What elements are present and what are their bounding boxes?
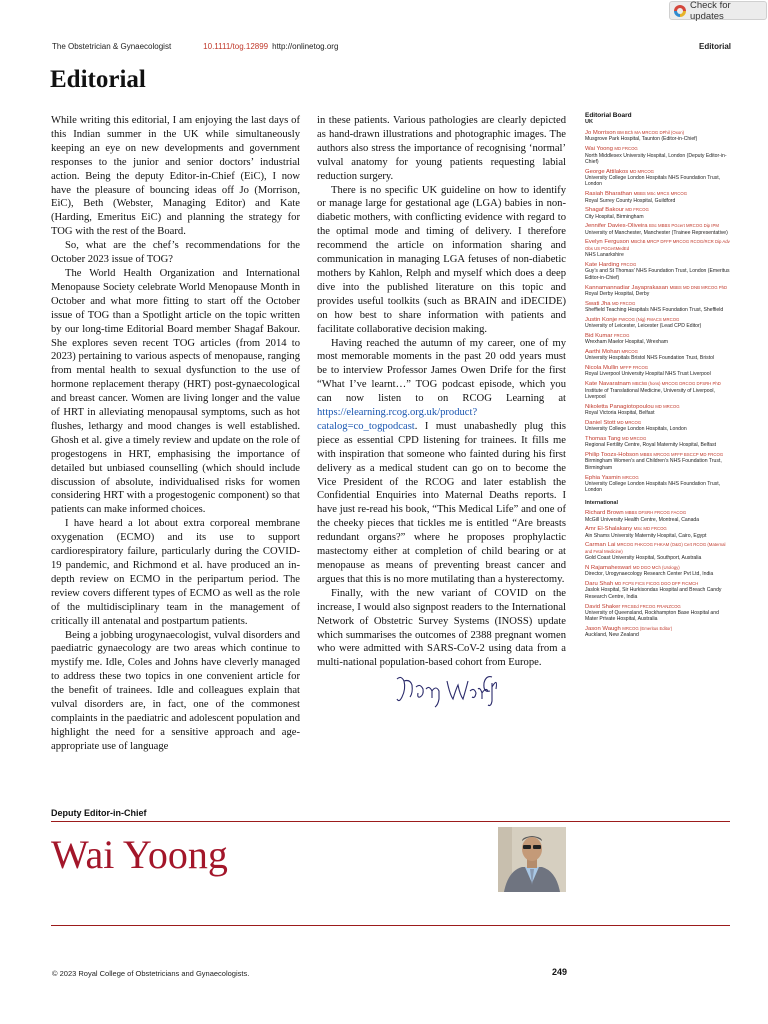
crossmark-icon (674, 5, 686, 17)
board-member-qualifications: MD MRCOG (629, 168, 655, 174)
board-member (585, 626, 731, 639)
board-member-affiliation: Musgrove Park Hospital, Taunton (Editor-in-Chief) (585, 136, 698, 143)
board-member (585, 526, 731, 539)
paragraph: There is no specific UK guideline on how to identify or manage large for gestational age (LGA) babies in non-diabetic mothers, with conflicting evidence with regard to the optimal mode and timing of delivery. I therefore recommend the article on information sharing and communication in managing LGA fetuses of non-diabetic mothers by Kahlon, Relph and myself which does a deep dive into the published literature on this topic and provides useful toolkits (such as BRAIN and iDECIDE) on how best to share information with patients and facilitate collaborative decision making. (317, 184, 566, 335)
board-member (585, 510, 731, 523)
board-member-name: Daru Shah (585, 580, 614, 587)
board-member-name: Thomas Tang (585, 435, 621, 442)
board-member-affiliation: University Hospitals Bristol NHS Foundation Trust, Bristol (585, 355, 715, 362)
board-member-affiliation: Royal Liverpool University Hospital NHS Trust Liverpool (585, 371, 711, 378)
board-heading: Editorial Board (585, 112, 632, 119)
board-member-qualifications: MRCOG FHKCOG FHKAM (O&G) Cert RCOG (Maternal and Fetal Medicine) (585, 542, 726, 554)
board-member-name: Bid Kumar (585, 332, 613, 339)
author-photo (498, 827, 566, 892)
board-member-affiliation: University of Manchester, Manchester (Trainee Representative) (585, 229, 728, 236)
board-member (585, 475, 731, 494)
board-member-header (585, 223, 731, 229)
board-member-qualifications: MBBS MD DNB MRCOG PhD (669, 284, 728, 290)
board-member (585, 285, 731, 298)
board-member (585, 565, 731, 578)
board-member-affiliation: Royal Victoria Hospital, Belfast (585, 410, 655, 417)
board-member-name: Nikoletta Panagiotopoulou (585, 403, 654, 410)
paragraph: Finally, with the new variant of COVID on the increase, I would also signpost readers to the International Network of Obstetric Survey Systems (INOSS) update which summarises the outcomes of 2388 pregnant women who were admitted with SARS-CoV-2 using data from a multi-national population-based cohort from Europe. (317, 587, 566, 669)
board-member-name: Swati Jha (585, 300, 611, 307)
board-member-name: Jo Morrison (585, 130, 616, 136)
board-member-name: Justin Konje (585, 316, 618, 323)
paragraph: So, what are the chef’s recommendations for the October 2023 issue of TOG? (51, 240, 300, 266)
board-member-affiliation: Royal Derby Hospital, Derby (585, 290, 650, 297)
board-member-name: Aarthi Mohan (585, 348, 621, 355)
board-member-qualifications: MD DGO MCh (Urology) (632, 564, 680, 570)
divider (51, 821, 730, 822)
board-member-name: Richard Brown (585, 510, 624, 517)
paragraph: I have heard a lot about extra corporeal membrane oxygenation (ECMO) and its use to support cardiorespiratory failure, particularly during the COVID-19 pandemic, and Richmond et al. have produced an in-depth review on ECMO in the peripartum period. The review covers different types of ECMO as well as the role of the multidisciplinary team in the management of critically ill antenatal and postpartum patients. (51, 518, 300, 627)
board-member-affiliation: Guy’s and St Thomas’ NHS Foundation Trust, London (Emeritus Editor-in-Chief) (585, 268, 730, 281)
board-member (585, 130, 731, 143)
board-member-affiliation: Jaslok Hospital, Sir Hurkisondas Hospital and Breach Candy Research Centre, India (585, 587, 722, 600)
board-member-affiliation: City Hospital, Birmingham (585, 213, 644, 220)
board-member-header (585, 239, 731, 252)
board-member-name: Wai Yoong (585, 146, 613, 153)
board-member-affiliation: University College London Hospitals, London (585, 426, 687, 433)
board-member-name: Rasiah Bharathan (585, 191, 633, 198)
board-member-qualifications: FRCSEd FRCOG FRANZCOG (621, 603, 681, 609)
journal-site-link[interactable]: http://onlinetog.org (272, 42, 339, 51)
board-member (585, 301, 731, 314)
board-member-affiliation: Gold Coast University Hospital, Southport, Australia (585, 555, 702, 562)
paragraph-text: . I must unabashedly plug this piece as essential CPD listening for trainees. It fills me with inspiration that someone who fainted during his first delivery as a medical student can go on to become the Vice President of the RCOG and later establish the Confidential Enquiries into Maternal Deaths reports. I have just re-read his book, “This Medical Life” and one of the cheeky pieces that tickles me is entitled “Are breasts redundant organs?” where he proposes prophylactic mastectomy either at completion of child bearing or at menopause as means of preventing breast cancer and argues that this is no more mutilating than a hysterectomy. (317, 420, 566, 585)
board-member (585, 146, 731, 165)
board-member-qualifications: MBChB MRCP DFFP MRCOG RCOG/RCR Dip Adv Obs US PGCertMedEd (585, 239, 730, 251)
board-member (585, 239, 731, 258)
board-member-name: Daniel Stott (585, 419, 616, 426)
journal-name: The Obstetrician & Gynaecologist (52, 42, 172, 51)
board-member-affiliation: Ain Shams University Maternity Hospital, Cairo, Egypt (585, 532, 707, 539)
international-board-list (585, 510, 731, 639)
uk-board-list (585, 130, 731, 494)
board-member-qualifications: FWCOG (Nig) FMACS MRCOG (618, 316, 680, 322)
body-column-1 (51, 114, 300, 754)
board-member-qualifications: MD FRCOG (625, 207, 649, 213)
copyright-notice: © 2023 Royal College of Obstetricians and Gynaecologists. (52, 969, 250, 978)
doi-link[interactable]: 10.1111/tog.12899 (203, 42, 269, 51)
board-member-qualifications: FRCOG (620, 261, 637, 267)
board-member (585, 223, 731, 236)
board-member (585, 333, 731, 346)
board-member-affiliation: University College London Hospitals NHS Foundation Trust, London (585, 175, 721, 188)
board-member-name: Shagaf Bakour (585, 207, 624, 214)
board-member-name: Kate Navaratnam (585, 381, 631, 388)
board-member (585, 420, 731, 433)
board-member-qualifications: MBBS MSc MRCS MRCOG (633, 191, 688, 197)
board-member-qualifications: MD MRCOG (655, 403, 680, 409)
board-member (585, 207, 731, 220)
board-member (585, 349, 731, 362)
board-member-name: Amr El-Shalakany (585, 526, 633, 533)
board-member (585, 262, 731, 281)
board-member-qualifications: MD MRCOG (616, 419, 642, 425)
board-member-qualifications: MBChB (hons) MRCOG DRCOG DFSRH PhD (632, 381, 721, 387)
board-member-header (585, 285, 731, 291)
board-member-affiliation: Sheffield Teaching Hospitals NHS Foundation Trust, Sheffield (585, 307, 724, 314)
board-uk-label: UK (585, 119, 593, 125)
board-member (585, 581, 731, 600)
paragraph: in these patients. Various pathologies are clearly depicted as hand-drawn illustrations and photographic images. The authors also stress the importance of recognising ‘normal’ vulval anatomy for young patients requesting labial reduction surgery. (317, 115, 566, 182)
board-member-header (585, 381, 731, 387)
paragraph: Being a jobbing urogynaecologist, vulval disorders and paediatric gynaecology are two areas which continue to mystify me. Idle, Coles and Johns have cleverly managed to address these two topics in one convenient article for the benefit of trainees. Idle and colleagues explain that vulval disorders are, in fact, one of the commonest complaints in the paediatric and adolescent population and highlight the need for a sensitive approach and age-appropriate use of language (51, 629, 300, 752)
board-member-name: Jason Waugh (585, 626, 621, 633)
board-member-affiliation: University of Leicester, Leicester (Lead CPD Editor) (585, 323, 702, 330)
board-member-affiliation: Institute of Translational Medicine, University of Liverpool, Liverpool (585, 387, 715, 400)
board-member-affiliation: Regional Fertility Centre, Royal Maternity Hospital, Belfast (585, 442, 717, 449)
deputy-editor-name: Wai Yoong (51, 832, 228, 877)
board-member-affiliation: Auckland, New Zealand (585, 632, 639, 639)
board-member-name: David Shaker (585, 603, 621, 610)
board-member-name: Kate Harding (585, 261, 620, 268)
board-member-name: Evelyn Ferguson (585, 239, 630, 246)
board-member (585, 542, 731, 561)
board-member-affiliation: Director, Urogynaecology Research Center Pvt Ltd, India (585, 571, 714, 578)
board-member-name: George Attilakos (585, 168, 629, 175)
board-international-label: International (585, 499, 619, 506)
board-member-qualifications: MBBS MRCOG MFFP BSCCP MD FRCOG (640, 452, 724, 457)
board-member-name: Carman Lai (585, 542, 616, 549)
board-member-qualifications: MFFP FRCOG (619, 365, 649, 371)
board-member-affiliation: North Middlesex University Hospital, London (Deputy Editor-in-Chief) (585, 152, 727, 165)
author-portrait-image (498, 827, 566, 892)
page-number: 249 (552, 967, 568, 977)
board-member-affiliation: Wrexham Maelor Hospital, Wrexham (585, 339, 669, 346)
board-member-name: Jennifer Davies-Oliveira (585, 223, 648, 230)
board-member (585, 436, 731, 449)
board-member-qualifications: MSc MD FRCOG (633, 526, 667, 532)
paragraph-text: Having reached the autumn of my career, one of my most memorable moments in the past 20 odd years must be to interview Professor James Owen Drife for the first “What I’ve learnt…” TOG podcast episode, which you can now listen to on RCOG Learning at (317, 337, 566, 405)
board-member (585, 365, 731, 378)
page-title: Editorial (50, 66, 146, 93)
board-member (585, 452, 731, 471)
board-member-affiliation: Birmingham Women’s and Children’s NHS Foundation Trust, Birmingham (585, 458, 722, 471)
board-member-qualifications: MD FCPS FICS FICOG DGO DFP FICMCH (614, 580, 699, 586)
paragraph: The World Health Organization and International Menopause Society celebrate World Menopause Month in October and what more fitting to start off the October issue of TOG than a Spotlight article on the topic written by our long-time Editorial Board member Shagaf Bakour. She explores seven recent TOG articles (from 2014 to 2023) pertaining to various aspects of menopause, ranging from mental health to sexual dysfunction to the use of hormone replacement therapy (HRT) post-gynaecological and breast cancer. Women are living longer and the value of HRT in alleviating menopausal symptoms, such as hot flushes, lethargy and mood changes is well established. Ghosh et al. give a timely review and update on the role of progestogens in HRT, emphasising the importance of detailed but unbiased counselling (which should include discussion of absolute, individualised risks for women considering HRT with a progestogenic component) so that patients can make informed choices. (51, 267, 300, 516)
board-member (585, 191, 731, 204)
body-column-2 (317, 114, 566, 670)
board-member (585, 317, 731, 330)
board-member-affiliation: McGill University Health Centre, Montreal, Canada (585, 516, 700, 523)
board-member-qualifications: MD MRCOG (622, 435, 647, 441)
board-member-qualifications: BSc MBBS PGcert MRCOG Dip IPM (648, 223, 719, 229)
check-for-updates-button[interactable] (669, 1, 767, 20)
board-member-name: Nicola Mullin (585, 365, 619, 372)
board-member-name: Ephia Yasmin (585, 474, 621, 481)
board-member-name: Philip Toozs-Hobson (585, 452, 639, 458)
board-member-name: N Rajamaheswari (585, 564, 632, 571)
board-member-qualifications: MRCOG (Emeritus Editor) (622, 626, 673, 632)
editorial-board-panel (585, 112, 731, 642)
board-member-qualifications: FRCOG (613, 332, 630, 338)
board-member-affiliation: NHS Lanarkshire (585, 252, 624, 259)
board-member-name: Kannamannadiar Jayaprakasan (585, 284, 669, 291)
board-member (585, 604, 731, 623)
board-member-qualifications: MD FRCOG (614, 146, 638, 152)
board-member-qualifications: MRCOG (621, 348, 638, 354)
signature-image (392, 667, 502, 709)
board-member (585, 169, 731, 188)
board-member (585, 404, 731, 417)
deputy-editor-label: Deputy Editor-in-Chief (51, 808, 147, 818)
check-for-updates-label: Check for updates (690, 0, 731, 22)
running-head (52, 42, 731, 51)
board-member (585, 381, 731, 400)
podcast-link[interactable]: https://elearning.rcog.org.uk/product?catalog=co_togpodcast (317, 407, 478, 432)
section-label: Editorial (698, 42, 731, 51)
paragraph: While writing this editorial, I am enjoying the last days of this Indian summer in the UK while simultaneously keeping an eye on new developments and government responses to the junior and senior doctors’ industrial action. Being the deputy Editor-in-Chief (EiC), I now have the pleasure of bouncing ideas off Jo (Morrison, EiC), Beth (Webster, Managing Editor) and Kate (Harding, Emeritus EiC) and planning the strategy for TOG with the rest of the Board. (51, 115, 300, 238)
board-member-qualifications: MD FRCOG (611, 300, 636, 306)
board-member-affiliation: Royal Surrey County Hospital, Guildford (585, 197, 676, 204)
paragraph (317, 337, 566, 587)
board-member-affiliation: University of Queensland, Rockhampton Base Hospital and Mater Private Hospital, Australia (585, 609, 719, 623)
board-member-qualifications: MRCOG (622, 474, 639, 480)
board-member-qualifications: MBBS DFSRH FRCOG FACOG (625, 510, 687, 516)
board-member-header (585, 542, 731, 555)
board-member-qualifications: BM BCh MA MRCOG DPhil (Oxon) (617, 130, 685, 135)
divider (51, 925, 730, 926)
board-member-affiliation: University College London Hospitals NHS Foundation Trust, London (585, 480, 721, 494)
